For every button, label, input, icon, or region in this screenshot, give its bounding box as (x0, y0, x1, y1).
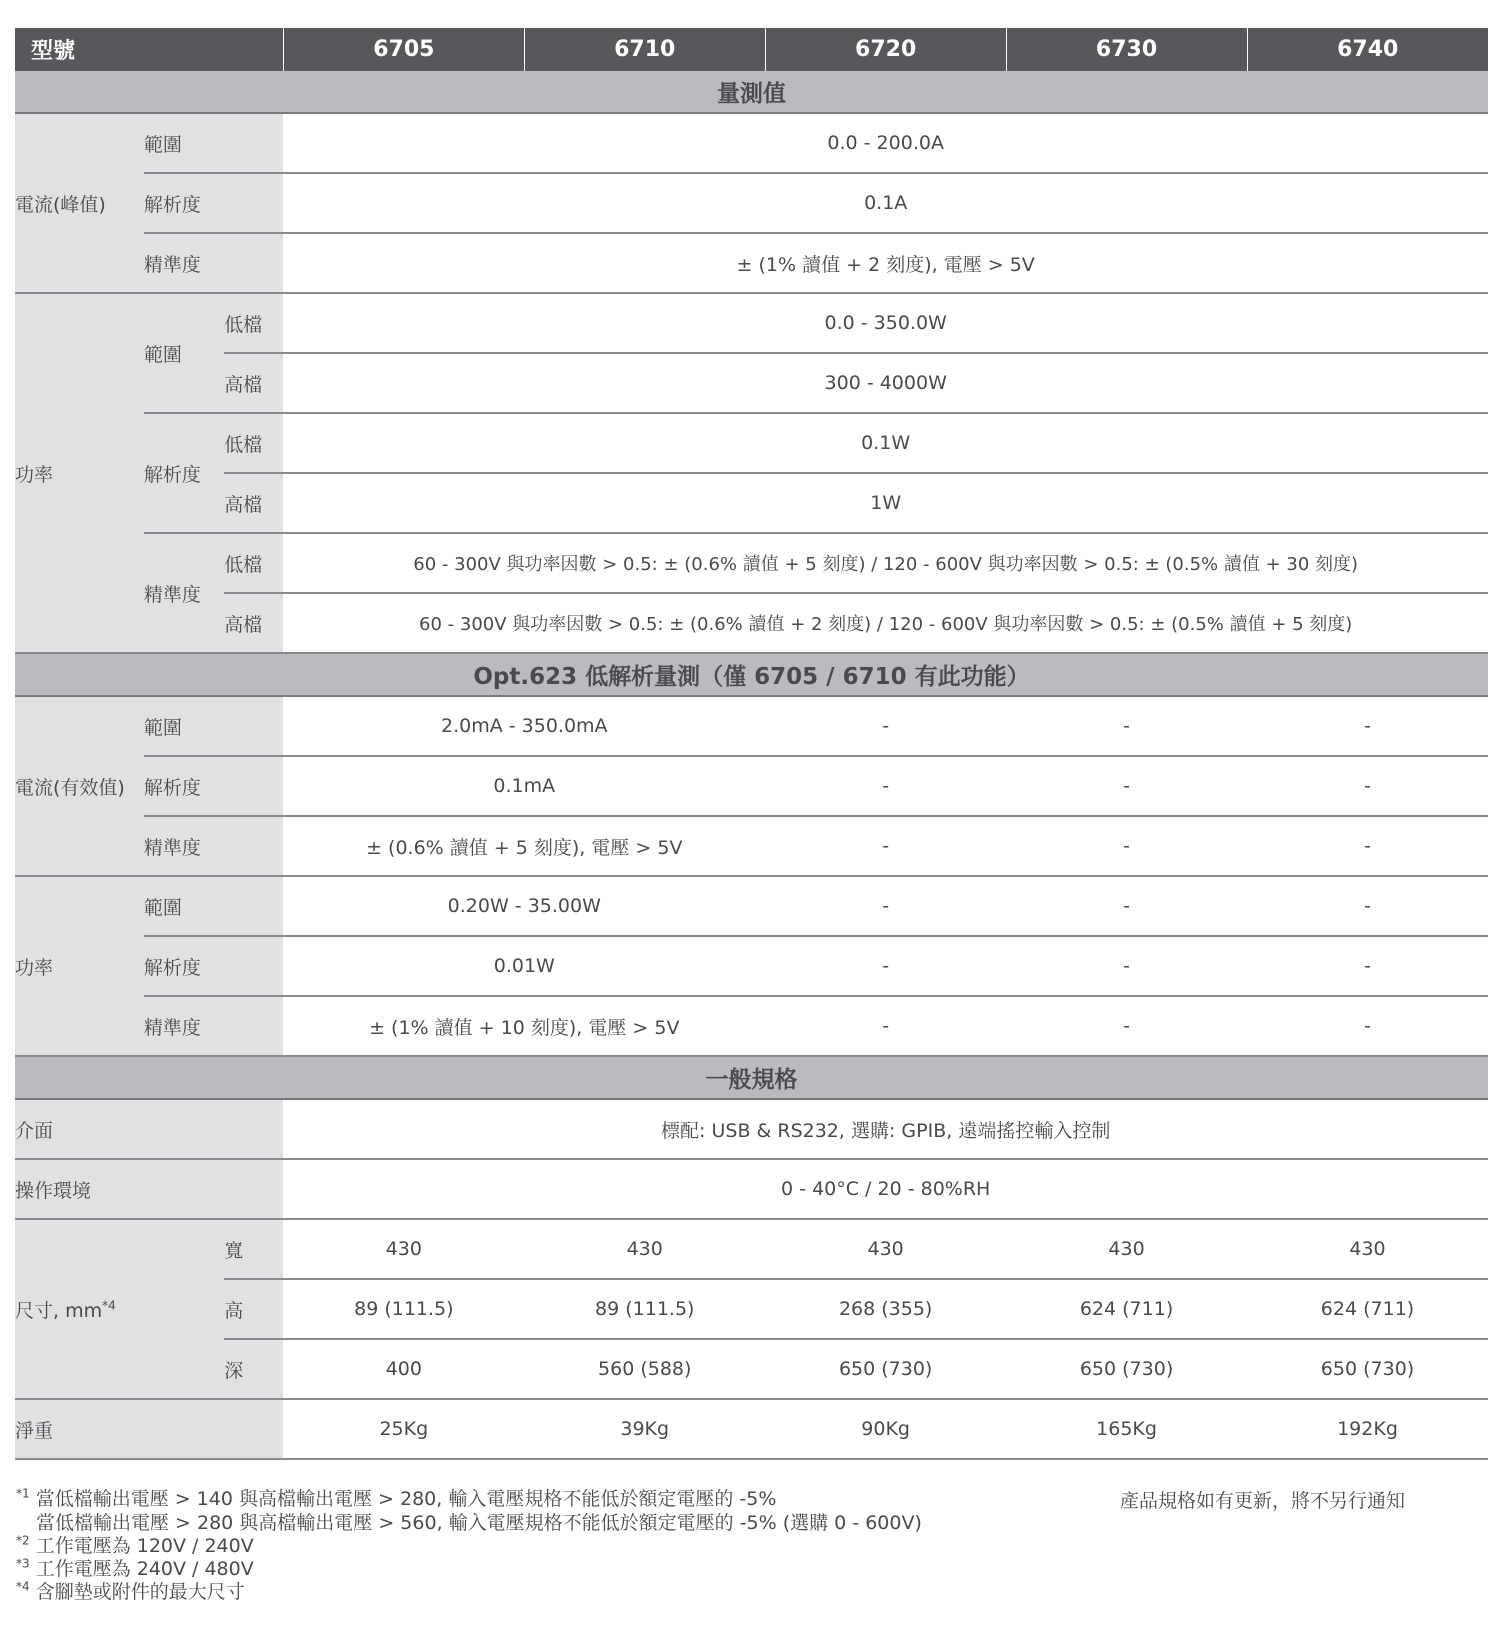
power-acc-low-value: 60 - 300V 與功率因數 > 0.5: ± (0.6% 讀值 + 5 刻度) / 120 - 600V 與功率因數 > 0.5: ± (0.5% 讀值 + 30 刻度) (283, 533, 1488, 593)
range-label: 範圍 (144, 876, 283, 936)
current-accuracy-value: ± (1% 讀值 + 2 刻度), 電壓 > 5V (283, 233, 1488, 293)
opt-current-resolution-value: 0.1mA (283, 756, 765, 816)
height-6705: 89 (111.5) (283, 1279, 524, 1339)
section-general: 一般規格 (15, 1056, 1488, 1099)
power-res-low-value: 0.1W (283, 413, 1488, 473)
power-range-label: 範圍 (144, 293, 224, 413)
opt-power-label: 功率 (15, 876, 144, 1056)
footnote-4-mark: *4 (16, 1579, 30, 1594)
height-6730: 624 (711) (1006, 1279, 1247, 1339)
opt-power-resolution-value: 0.01W (283, 936, 765, 996)
opt-current-accuracy-value: ± (0.6% 讀值 + 5 刻度), 電壓 > 5V (283, 816, 765, 876)
power-range-low-value: 0.0 - 350.0W (283, 293, 1488, 353)
depth-6730: 650 (730) (1006, 1339, 1247, 1399)
opt-current-range-value: 2.0mA - 350.0mA (283, 696, 765, 756)
dash-cell: - (765, 996, 1006, 1056)
footnote-2-text: 工作電壓為 120V / 240V (35, 1535, 254, 1557)
power-res-high-value: 1W (283, 473, 1488, 533)
weight-6740: 192Kg (1247, 1399, 1488, 1459)
current-range-value: 0.0 - 200.0A (283, 113, 1488, 173)
depth-6705: 400 (283, 1339, 524, 1399)
dash-cell: - (1247, 876, 1488, 936)
dimensions-text: 尺寸, mm (15, 1299, 103, 1322)
current-peak-label: 電流(峰值) (15, 113, 144, 293)
dash-cell: - (765, 756, 1006, 816)
resolution-label: 解析度 (144, 173, 283, 233)
dash-cell: - (765, 696, 1006, 756)
footnote-3-text: 工作電壓為 240V / 480V (35, 1558, 254, 1580)
header-row (15, 28, 1488, 71)
section-measurement: 量測值 (15, 71, 1488, 113)
dimensions-sup: *4 (102, 1298, 116, 1313)
dash-cell: - (1247, 696, 1488, 756)
current-rms-label: 電流(有效值) (15, 696, 144, 876)
dash-cell: - (1006, 696, 1247, 756)
dash-cell: - (1247, 756, 1488, 816)
footnote-1 (16, 1484, 776, 1511)
power-range-high-value: 300 - 4000W (283, 353, 1488, 413)
weight-6710: 39Kg (524, 1399, 765, 1459)
section-opt623: Opt.623 低解析量測（僅 6705 / 6710 有此功能） (15, 653, 1488, 696)
width-label: 寬 (224, 1219, 283, 1279)
model-6730: 6730 (1006, 28, 1247, 71)
dash-cell: - (1006, 756, 1247, 816)
range-label: 範圍 (144, 113, 283, 173)
weight-label: 淨重 (15, 1399, 283, 1459)
width-6720: 430 (765, 1219, 1006, 1279)
height-6710: 89 (111.5) (524, 1279, 765, 1339)
weight-6730: 165Kg (1006, 1399, 1247, 1459)
depth-6720: 650 (730) (765, 1339, 1006, 1399)
width-6705: 430 (283, 1219, 524, 1279)
dash-cell: - (1247, 816, 1488, 876)
accuracy-label: 精準度 (144, 816, 283, 876)
low-label: 低檔 (224, 533, 283, 593)
power-acc-high-value: 60 - 300V 與功率因數 > 0.5: ± (0.6% 讀值 + 2 刻度) / 120 - 600V 與功率因數 > 0.5: ± (0.5% 讀值 + 5 刻度) (283, 593, 1488, 653)
footnote-1-mark: *1 (16, 1486, 30, 1501)
dash-cell: - (765, 936, 1006, 996)
high-label: 高檔 (224, 593, 283, 653)
high-label: 高檔 (224, 473, 283, 533)
depth-6710: 560 (588) (524, 1339, 765, 1399)
power-accuracy-label: 精準度 (144, 533, 224, 653)
footnote-3-mark: *3 (16, 1556, 30, 1571)
model-6720: 6720 (765, 28, 1006, 71)
interface-value: 標配: USB & RS232, 選購: GPIB, 遠端搖控輸入控制 (283, 1099, 1488, 1159)
spec-table (15, 28, 1488, 1460)
high-label: 高檔 (224, 353, 283, 413)
power-resolution-label: 解析度 (144, 413, 224, 533)
depth-label: 深 (224, 1339, 283, 1399)
update-notice: 產品規格如有更新，將不另行通知 (1119, 1490, 1405, 1512)
dash-cell: - (1247, 996, 1488, 1056)
width-6740: 430 (1247, 1219, 1488, 1279)
environment-label: 操作環境 (15, 1159, 283, 1219)
dash-cell: - (765, 876, 1006, 936)
model-6710: 6710 (524, 28, 765, 71)
height-label: 高 (224, 1279, 283, 1339)
dash-cell: - (1006, 876, 1247, 936)
width-6730: 430 (1006, 1219, 1247, 1279)
weight-6705: 25Kg (283, 1399, 524, 1459)
footnote-1-line2: 當低檔輸出電壓 > 280 與高檔輸出電壓 > 560, 輸入電壓規格不能低於額定電壓的 -5% (選購 0 - 600V) (36, 1512, 922, 1534)
weight-6720: 90Kg (765, 1399, 1006, 1459)
footnote-2-mark: *2 (16, 1533, 30, 1548)
height-6740: 624 (711) (1247, 1279, 1488, 1339)
low-label: 低檔 (224, 413, 283, 473)
dash-cell: - (1006, 996, 1247, 1056)
footnote-4-text: 含腳墊或附件的最大尺寸 (35, 1581, 245, 1603)
current-resolution-value: 0.1A (283, 173, 1488, 233)
footnote-4 (16, 1577, 245, 1604)
interface-label: 介面 (15, 1099, 283, 1159)
opt-power-accuracy-value: ± (1% 讀值 + 10 刻度), 電壓 > 5V (283, 996, 765, 1056)
depth-6740: 650 (730) (1247, 1339, 1488, 1399)
resolution-label: 解析度 (144, 936, 283, 996)
low-label: 低檔 (224, 293, 283, 353)
resolution-label: 解析度 (144, 756, 283, 816)
dash-cell: - (765, 816, 1006, 876)
accuracy-label: 精準度 (144, 233, 283, 293)
environment-value: 0 - 40°C / 20 - 80%RH (283, 1159, 1488, 1219)
dash-cell: - (1006, 816, 1247, 876)
power-label: 功率 (15, 293, 144, 653)
model-6740: 6740 (1247, 28, 1488, 71)
dash-cell: - (1247, 936, 1488, 996)
dimensions-label (15, 1219, 224, 1399)
width-6710: 430 (524, 1219, 765, 1279)
model-label: 型號 (15, 28, 283, 71)
dash-cell: - (1006, 936, 1247, 996)
opt-power-range-value: 0.20W - 35.00W (283, 876, 765, 936)
accuracy-label: 精準度 (144, 996, 283, 1056)
footnote-1-line1: 當低檔輸出電壓 > 140 與高檔輸出電壓 > 280, 輸入電壓規格不能低於額定電壓的 -5% (35, 1488, 777, 1510)
model-6705: 6705 (283, 28, 524, 71)
height-6720: 268 (355) (765, 1279, 1006, 1339)
range-label: 範圍 (144, 696, 283, 756)
